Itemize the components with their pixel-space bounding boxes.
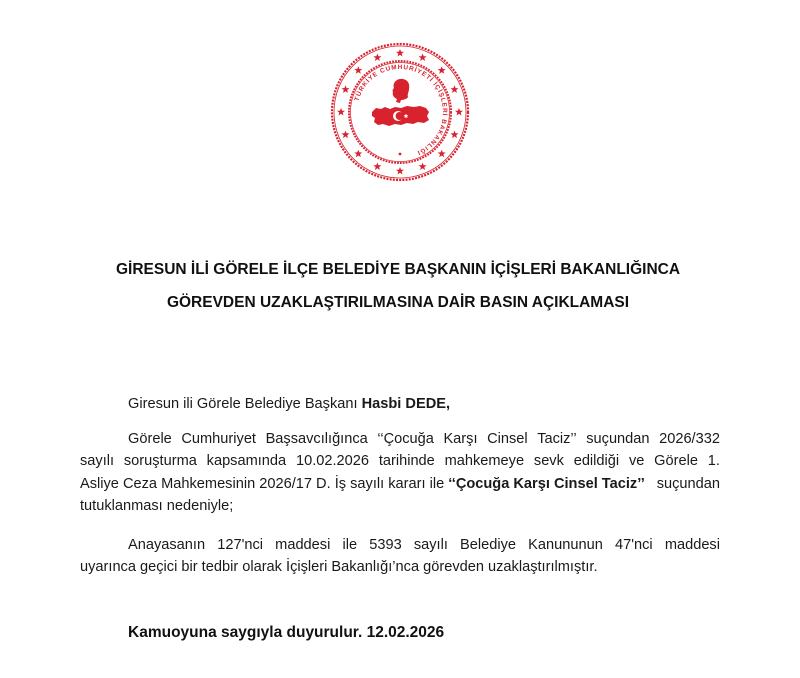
addressee-prefix: Giresun ili Görele Belediye Başkanı xyxy=(128,396,362,412)
mayor-name: Hasbi DEDE, xyxy=(361,396,451,412)
closing-statement: Kamuoyuna saygıyla duyurulur. 12.02.2026 xyxy=(128,624,445,641)
paragraph-reason-line-1: Görele Cumhuriyet Başsavcılığınca ‘‘Çocuğa Karşı Cinsel Taciz’’ suçundan 2026/332 xyxy=(128,431,720,447)
paragraph-reason-line-3: Asliye Ceza Mahkemesinin 2026/17 D. İş sayılı kararı ile ‘‘Çocuğa Karşı Cinsel Taciz’’ suçundan xyxy=(80,475,720,492)
document-title-line-1: GİRESUN İLİ GÖRELE İLÇE BELEDİYE BAŞKANIN İÇİŞLERİ BAKANLIĞINCA xyxy=(115,261,681,278)
paragraph-reason xyxy=(80,428,720,517)
document-title-line-2: GÖREVDEN UZAKLAŞTIRILMASINA DAİR BASIN AÇIKLAMASI xyxy=(166,294,630,311)
paragraph-addressee xyxy=(80,393,720,415)
charge-bold: ‘‘Çocuğa Karşı Cinsel Taciz’’ xyxy=(448,475,645,492)
paragraph-decision-line-1: Anayasanın 127'nci maddesi ile 5393 sayılı Belediye Kanununun 47'nci maddesi xyxy=(128,537,720,553)
paragraph-reason-line-2: sayılı soruşturma kapsamında 10.02.2026 tarihinde mahkemeye sevk edildiği ve Görele 1. xyxy=(80,453,720,470)
paragraph-decision-line-2: uyarınca geçici bir tedbir olarak İçişleri Bakanlığı’nca görevden uzaklaştırılmıştır. xyxy=(80,559,598,576)
svg-text:TÜRKİYE CUMHURİYETİ İÇİŞLERİ B: TÜRKİYE CUMHURİYETİ İÇİŞLERİ BAKANLIĞI xyxy=(353,63,449,157)
ministry-seal-icon xyxy=(328,40,472,184)
paragraph-decision xyxy=(80,534,720,579)
paragraph-reason-line-4: tutuklanması nedeniyle; xyxy=(80,497,234,514)
